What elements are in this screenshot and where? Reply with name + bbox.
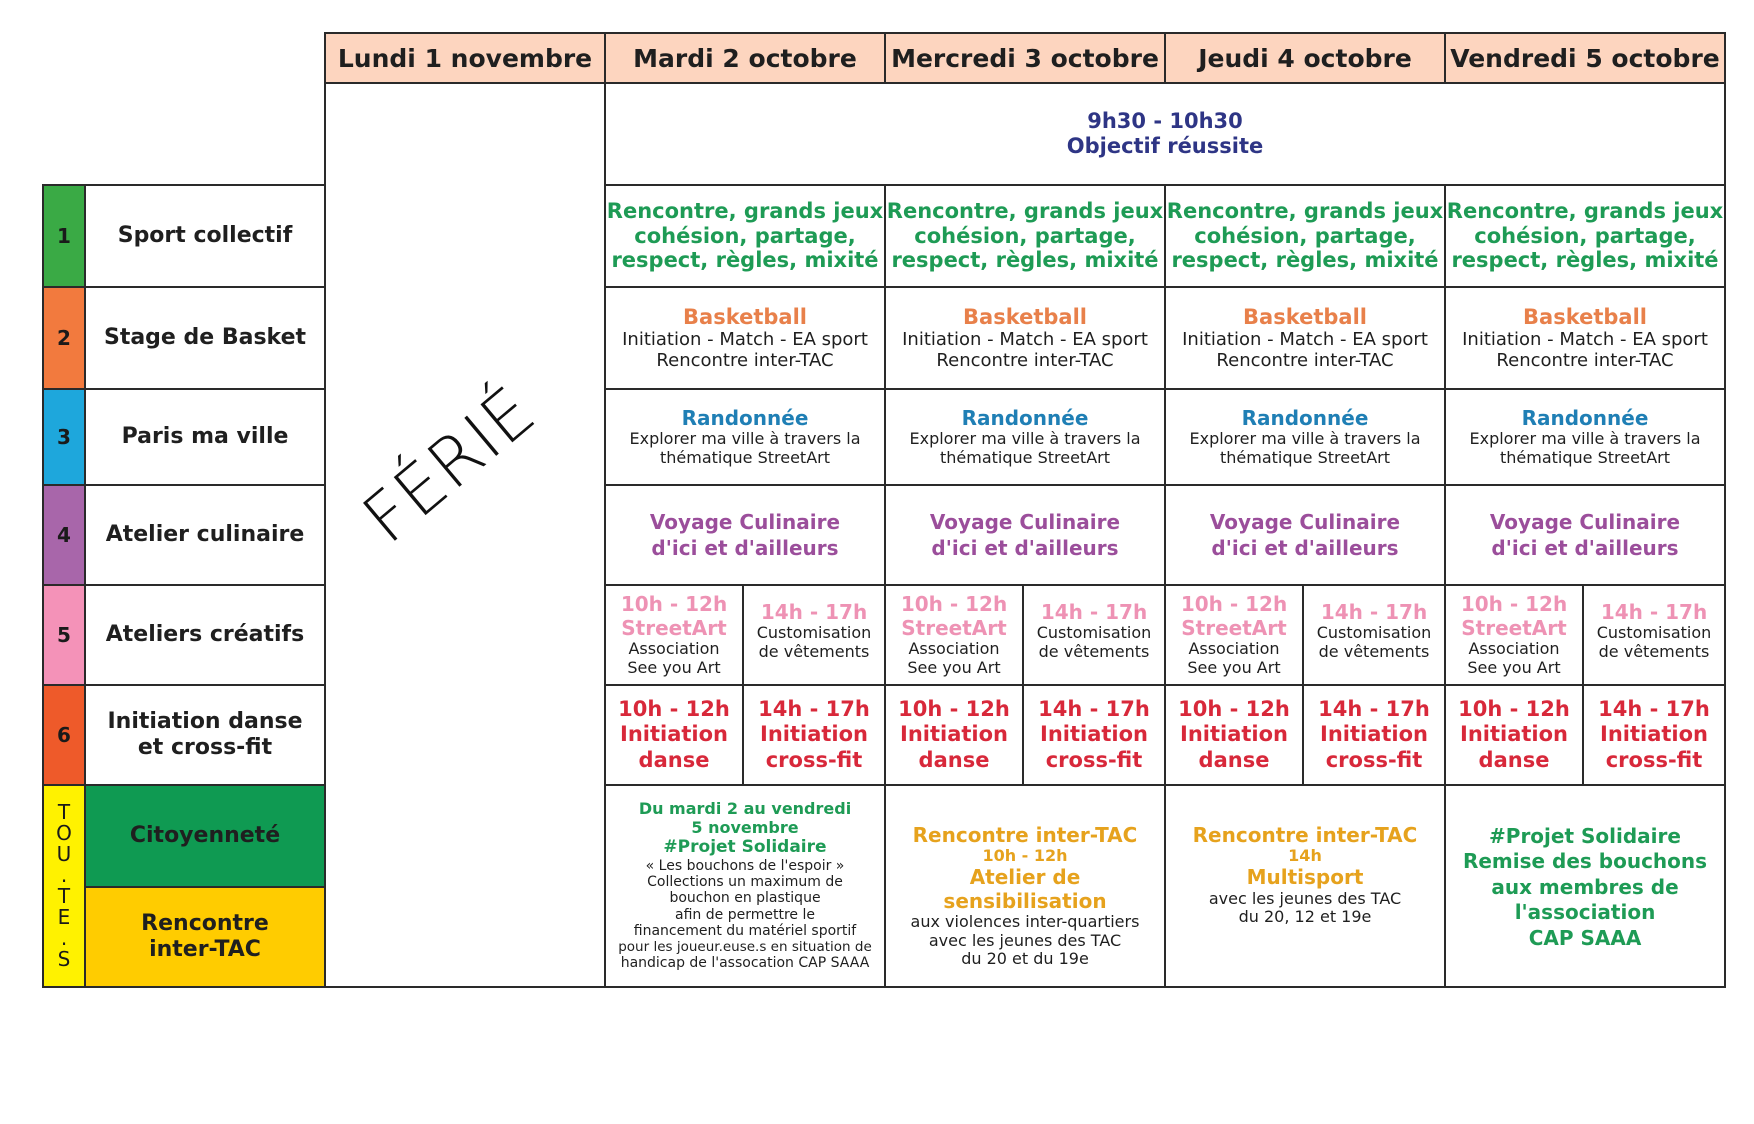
- objectif-reussite-slot: [604, 82, 1726, 186]
- danse-am-time-vendredi: 10h - 12h: [1458, 697, 1570, 722]
- basket-line-1-jeudi: Initiation - Match - EA sport: [1182, 329, 1428, 351]
- creatif-am-line-2-jeudi: See you Art: [1187, 658, 1281, 677]
- vendredi-line-2: Remise des bouchons: [1462, 849, 1708, 874]
- danse-pm-label-jeudi: Initiation: [1320, 722, 1428, 747]
- toutes-letter: O: [56, 821, 72, 845]
- danse-pm-vendredi: [1582, 684, 1726, 786]
- basket-line-1-mercredi: Initiation - Match - EA sport: [902, 329, 1148, 351]
- toutes-letter: T: [57, 884, 71, 908]
- danse-am-type-mardi: danse: [638, 747, 710, 772]
- mardi-head-3: #Projet Solidaire: [663, 836, 827, 857]
- sport-line-1-mercredi: Rencontre, grands jeux: [886, 199, 1164, 224]
- toutes-letter: E: [57, 905, 71, 929]
- rando-line-1-jeudi: Explorer ma ville à travers la: [1189, 428, 1421, 448]
- creatif-am-jeudi: [1164, 584, 1304, 686]
- row-label-stage-basket: Stage de Basket: [84, 286, 326, 390]
- sport-line-3-mercredi: respect, règles, mixité: [891, 248, 1159, 273]
- rando-line-2-vendredi: thématique StreetArt: [1499, 447, 1670, 467]
- basket-line-2-mardi: Rencontre inter-TAC: [656, 350, 834, 372]
- citoyennete-mercredi: [884, 784, 1166, 988]
- row-number-6-text: 6: [57, 723, 71, 747]
- danse-am-jeudi: [1164, 684, 1304, 786]
- sport-line-1-mardi: Rencontre, grands jeux: [606, 199, 884, 224]
- creatif-am-line-1-mercredi: Association: [908, 639, 1000, 659]
- culinaire-line-2-jeudi: d'ici et d'ailleurs: [1211, 536, 1399, 560]
- creatif-pm-time-mardi: 14h - 17h: [760, 600, 868, 624]
- rando-line-2-mardi: thématique StreetArt: [659, 447, 830, 467]
- danse-am-label-vendredi: Initiation: [1460, 722, 1568, 747]
- toutes-label: [42, 784, 86, 988]
- danse-am-mardi: [604, 684, 744, 786]
- jeudi-subtitle: Multisport: [1246, 865, 1364, 890]
- row-number-5: [42, 584, 86, 686]
- creatif-am-time-mardi: 10h - 12h: [620, 592, 728, 617]
- creatif-am-mercredi: [884, 584, 1024, 686]
- basket-title-vendredi: Basketball: [1523, 304, 1647, 329]
- rando-vendredi: [1444, 388, 1726, 486]
- culinaire-jeudi: [1164, 484, 1446, 586]
- danse-pm-type-mercredi: cross-fit: [1045, 747, 1143, 772]
- danse-am-label-mercredi: Initiation: [900, 722, 1008, 747]
- rando-line-2-jeudi: thématique StreetArt: [1219, 447, 1390, 467]
- creatif-pm-line-2-mardi: de vêtements: [758, 641, 870, 661]
- row-number-2: [42, 286, 86, 390]
- row-label-paris-ma-ville: Paris ma ville: [84, 388, 326, 486]
- creatif-pm-line-1-jeudi: Customisation: [1316, 623, 1432, 642]
- row-number-4-text: 4: [57, 523, 71, 547]
- row-number-5-text: 5: [57, 623, 71, 647]
- danse-pm-type-jeudi: cross-fit: [1325, 747, 1423, 772]
- sport-collectif-vendredi: [1444, 184, 1726, 288]
- creatif-am-line-1-mardi: Association: [628, 639, 720, 659]
- basket-vendredi: [1444, 286, 1726, 390]
- objectif-time: 9h30 - 10h30: [1087, 109, 1243, 134]
- danse-am-type-vendredi: danse: [1478, 747, 1550, 772]
- danse-pm-label-vendredi: Initiation: [1600, 722, 1708, 747]
- danse-pm-mardi: [742, 684, 886, 786]
- row-label-sport-collectif: Sport collectif: [84, 184, 326, 288]
- danse-am-time-mardi: 10h - 12h: [618, 697, 730, 722]
- row-label-ateliers-creatifs: Ateliers créatifs: [84, 584, 326, 686]
- jeudi-line-2: du 20, 12 et 19e: [1238, 907, 1372, 927]
- culinaire-vendredi: [1444, 484, 1726, 586]
- mercredi-line-1: aux violences inter-quartiers: [910, 911, 1140, 931]
- creatif-pm-mercredi: [1022, 584, 1166, 686]
- mardi-line-2: Collections un maximum de: [647, 874, 843, 891]
- culinaire-line-1-mardi: Voyage Culinaire: [649, 510, 841, 534]
- sport-line-3-jeudi: respect, règles, mixité: [1171, 248, 1439, 273]
- sport-line-2-vendredi: cohésion, partage,: [1474, 223, 1696, 248]
- rando-mardi: [604, 388, 886, 486]
- danse-pm-time-mardi: 14h - 17h: [758, 697, 870, 722]
- creatif-pm-mardi: [742, 584, 886, 686]
- creatif-am-vendredi: [1444, 584, 1584, 686]
- mercredi-title: Rencontre inter-TAC: [912, 823, 1138, 847]
- danse-pm-jeudi: [1302, 684, 1446, 786]
- mardi-head-2: 5 novembre: [691, 818, 799, 838]
- creatif-am-time-jeudi: 10h - 12h: [1180, 592, 1288, 617]
- citoyennete-vendredi: [1444, 784, 1726, 988]
- row-number-2-text: 2: [57, 326, 71, 350]
- row-number-1-text: 1: [57, 224, 71, 248]
- rando-line-1-vendredi: Explorer ma ville à travers la: [1469, 428, 1701, 448]
- day-header-lundi: Lundi 1 novembre: [324, 32, 606, 84]
- creatif-pm-line-1-mardi: Customisation: [756, 623, 872, 642]
- rando-jeudi: [1164, 388, 1446, 486]
- creatif-pm-time-jeudi: 14h - 17h: [1320, 600, 1428, 624]
- rando-title-vendredi: Randonnée: [1521, 405, 1649, 430]
- jeudi-line-1: avec les jeunes des TAC: [1208, 888, 1402, 908]
- basket-title-mercredi: Basketball: [963, 304, 1087, 329]
- day-header-vendredi: Vendredi 5 octobre: [1444, 32, 1726, 84]
- creatif-pm-line-2-mercredi: de vêtements: [1038, 641, 1150, 661]
- basket-mardi: [604, 286, 886, 390]
- danse-am-time-mercredi: 10h - 12h: [898, 697, 1010, 722]
- rando-mercredi: [884, 388, 1166, 486]
- culinaire-line-2-mercredi: d'ici et d'ailleurs: [931, 536, 1119, 560]
- basket-line-1-mardi: Initiation - Match - EA sport: [622, 329, 868, 351]
- creatif-pm-line-1-vendredi: Customisation: [1596, 623, 1712, 642]
- danse-am-type-mercredi: danse: [918, 747, 990, 772]
- sport-line-1-jeudi: Rencontre, grands jeux: [1166, 199, 1444, 224]
- sport-collectif-mardi: [604, 184, 886, 288]
- danse-pm-time-jeudi: 14h - 17h: [1318, 697, 1430, 722]
- objectif-title: Objectif réussite: [1066, 134, 1264, 158]
- creatif-pm-time-vendredi: 14h - 17h: [1600, 600, 1708, 624]
- day-header-jeudi: Jeudi 4 octobre: [1164, 32, 1446, 84]
- ferie-label: FÉRIÉ: [349, 371, 551, 559]
- basket-mercredi: [884, 286, 1166, 390]
- danse-pm-mercredi: [1022, 684, 1166, 786]
- creatif-pm-time-mercredi: 14h - 17h: [1040, 600, 1148, 624]
- danse-pm-type-vendredi: cross-fit: [1605, 747, 1703, 772]
- danse-pm-time-vendredi: 14h - 17h: [1598, 697, 1710, 722]
- sport-line-3-mardi: respect, règles, mixité: [611, 248, 879, 273]
- mardi-line-5: financement du matériel sportif: [633, 923, 857, 940]
- row-number-3-text: 3: [57, 425, 71, 449]
- row-label-rencontre-inter-tac: Rencontre inter-TAC: [84, 886, 326, 988]
- danse-am-time-jeudi: 10h - 12h: [1178, 697, 1290, 722]
- row-label-citoyennete: Citoyenneté: [84, 784, 326, 888]
- mardi-line-7: handicap de l'assocation CAP SAAA: [620, 955, 870, 972]
- rando-line-2-mercredi: thématique StreetArt: [939, 447, 1110, 467]
- sport-line-2-mercredi: cohésion, partage,: [914, 223, 1136, 248]
- danse-am-mercredi: [884, 684, 1024, 786]
- basket-line-2-mercredi: Rencontre inter-TAC: [936, 350, 1114, 372]
- sport-line-3-vendredi: respect, règles, mixité: [1451, 248, 1719, 273]
- culinaire-line-1-vendredi: Voyage Culinaire: [1489, 510, 1681, 534]
- mardi-line-6: pour les joueur.euse.s en situation de: [618, 938, 872, 955]
- row-label-atelier-culinaire: Atelier culinaire: [84, 484, 326, 586]
- danse-pm-label-mercredi: Initiation: [1040, 722, 1148, 747]
- sport-line-1-vendredi: Rencontre, grands jeux: [1446, 199, 1724, 224]
- rando-line-1-mercredi: Explorer ma ville à travers la: [909, 428, 1141, 448]
- mercredi-line-3: du 20 et du 19e: [961, 949, 1089, 969]
- danse-am-label-jeudi: Initiation: [1180, 722, 1288, 747]
- creatif-am-time-vendredi: 10h - 12h: [1460, 592, 1568, 617]
- toutes-letter: .: [60, 863, 68, 887]
- culinaire-mardi: [604, 484, 886, 586]
- creatif-pm-vendredi: [1582, 584, 1726, 686]
- creatif-am-time-mercredi: 10h - 12h: [900, 592, 1008, 617]
- jeudi-title: Rencontre inter-TAC: [1192, 823, 1418, 847]
- creatif-am-title-mercredi: StreetArt: [901, 616, 1007, 641]
- creatif-am-line-2-vendredi: See you Art: [1467, 658, 1561, 677]
- toutes-letters: [56, 802, 72, 970]
- ferie-column: [324, 82, 606, 988]
- row-number-3: [42, 388, 86, 486]
- mardi-line-1: « Les bouchons de l'espoir »: [645, 857, 845, 874]
- row-label-danse-crossfit: Initiation danse et cross-fit: [84, 684, 326, 786]
- citoyennete-jeudi: [1164, 784, 1446, 988]
- culinaire-line-2-mardi: d'ici et d'ailleurs: [651, 536, 839, 560]
- sport-line-2-jeudi: cohésion, partage,: [1194, 223, 1416, 248]
- creatif-am-title-mardi: StreetArt: [621, 616, 727, 641]
- sport-collectif-mercredi: [884, 184, 1166, 288]
- creatif-pm-line-2-jeudi: de vêtements: [1318, 641, 1430, 661]
- basket-line-2-jeudi: Rencontre inter-TAC: [1216, 350, 1394, 372]
- culinaire-mercredi: [884, 484, 1166, 586]
- danse-am-type-jeudi: danse: [1198, 747, 1270, 772]
- creatif-pm-line-2-vendredi: de vêtements: [1598, 641, 1710, 661]
- creatif-am-line-1-jeudi: Association: [1188, 639, 1280, 659]
- vendredi-line-3: aux membres de: [1491, 874, 1679, 899]
- mercredi-line-2: avec les jeunes des TAC: [928, 930, 1122, 950]
- creatif-am-mardi: [604, 584, 744, 686]
- mardi-head-1: Du mardi 2 au vendredi: [638, 799, 852, 819]
- mardi-line-4: afin de permettre le: [675, 906, 815, 923]
- basket-line-2-vendredi: Rencontre inter-TAC: [1496, 350, 1674, 372]
- row-number-4: [42, 484, 86, 586]
- culinaire-line-1-jeudi: Voyage Culinaire: [1209, 510, 1401, 534]
- danse-pm-time-mercredi: 14h - 17h: [1038, 697, 1150, 722]
- culinaire-line-2-vendredi: d'ici et d'ailleurs: [1491, 536, 1679, 560]
- vendredi-line-4: l'association: [1514, 900, 1656, 925]
- mercredi-subtitle: Atelier de sensibilisation: [943, 865, 1107, 913]
- jeudi-time: 14h: [1288, 846, 1322, 866]
- citoyennete-mardi: [604, 784, 886, 988]
- toutes-letter: .: [60, 926, 68, 950]
- creatif-am-line-1-vendredi: Association: [1468, 639, 1560, 659]
- mercredi-time: 10h - 12h: [982, 846, 1068, 866]
- rando-title-mardi: Randonnée: [681, 405, 809, 430]
- rando-line-1-mardi: Explorer ma ville à travers la: [629, 428, 861, 448]
- creatif-am-line-2-mercredi: See you Art: [907, 658, 1001, 677]
- vendredi-line-1: #Projet Solidaire: [1489, 824, 1681, 848]
- creatif-am-title-jeudi: StreetArt: [1181, 616, 1287, 641]
- day-header-mardi: Mardi 2 octobre: [604, 32, 886, 84]
- danse-am-label-mardi: Initiation: [620, 722, 728, 747]
- danse-pm-type-mardi: cross-fit: [765, 747, 863, 772]
- vendredi-line-5: CAP SAAA: [1528, 925, 1642, 950]
- row-number-1: [42, 184, 86, 288]
- basket-line-1-vendredi: Initiation - Match - EA sport: [1462, 329, 1708, 351]
- danse-am-vendredi: [1444, 684, 1584, 786]
- basket-jeudi: [1164, 286, 1446, 390]
- day-header-mercredi: Mercredi 3 octobre: [884, 32, 1166, 84]
- culinaire-line-1-mercredi: Voyage Culinaire: [929, 510, 1121, 534]
- mardi-line-3: bouchon en plastique: [669, 890, 821, 907]
- danse-pm-label-mardi: Initiation: [760, 722, 868, 747]
- creatif-am-title-vendredi: StreetArt: [1461, 616, 1567, 641]
- row-number-6: [42, 684, 86, 786]
- rando-title-mercredi: Randonnée: [961, 405, 1089, 430]
- toutes-letter: T: [57, 800, 71, 824]
- creatif-pm-line-1-mercredi: Customisation: [1036, 623, 1152, 642]
- basket-title-mardi: Basketball: [683, 304, 807, 329]
- basket-title-jeudi: Basketball: [1243, 304, 1367, 329]
- sport-line-2-mardi: cohésion, partage,: [634, 223, 856, 248]
- toutes-letter: S: [57, 947, 71, 971]
- creatif-am-line-2-mardi: See you Art: [627, 658, 721, 677]
- toutes-letter: U: [56, 842, 72, 866]
- sport-collectif-jeudi: [1164, 184, 1446, 288]
- rando-title-jeudi: Randonnée: [1241, 405, 1369, 430]
- creatif-pm-jeudi: [1302, 584, 1446, 686]
